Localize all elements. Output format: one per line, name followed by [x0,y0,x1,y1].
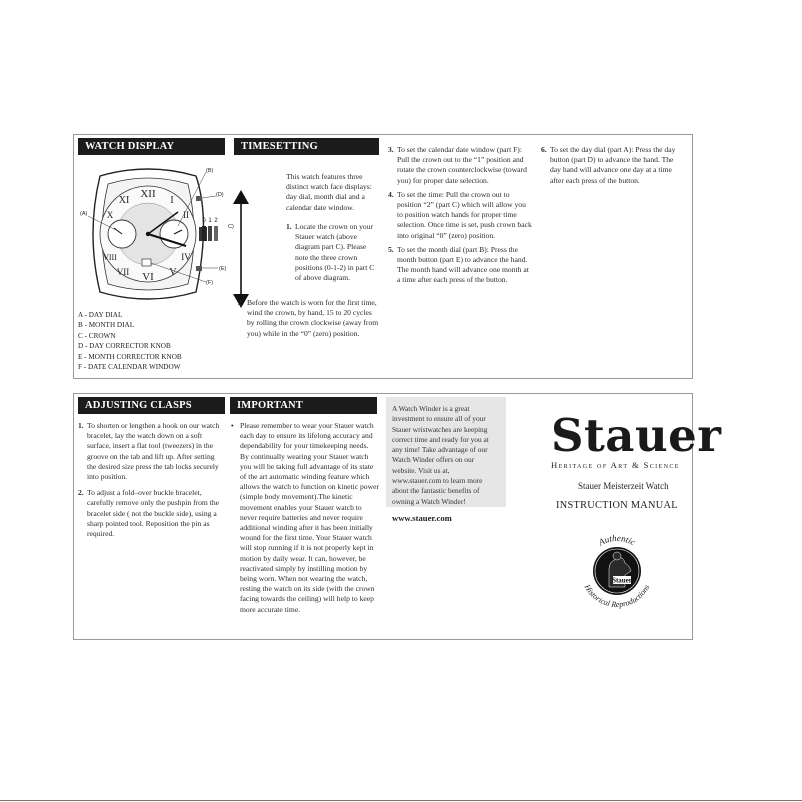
legend-item-e: E - MONTH CORRECTOR KNOB [78,352,182,361]
watch-legend [78,310,182,372]
numeral-iv: IV [181,252,191,262]
double-arrow-up-icon [233,190,249,204]
step-text: To shorten or lengthen a hook on our watch bracelet, lay the watch down on a soft surface, insert a flat tool (tweezers) in the groove on the tab and lift up. After setting the desired size press the tab locks securely into position. [87,421,220,482]
important-text: Please remember to wear your Stauer watch each day to ensure its lifelong accuracy and dependability for your timekeeping needs. By continually wearing your Stauer watch you will be taking full advantage of its state of the art automatic winding feature which allows the watch to function on kinetic power (simple body movement).The kinetic movement enables your Stauer watch to never require batteries and never require additional winding after it has been initially wound for the first time. Your Stauer watch will stop running if it is not properly kept in motion by daily wear. It can, however, be reactivated simply by instilling motion by being worn. When not wearing the watch, resting the watch on its side (with the crown facing towards the ceiling) will help to keep more accurate time. [240,421,379,614]
step-number: 1. [286,222,292,231]
month-corrector-knob [196,266,202,271]
crown-pos-0 [202,226,206,241]
crown-pos-1 [208,226,212,241]
numeral-v: V [169,267,177,278]
label-a: (A) [80,211,88,217]
leader-d [202,196,216,198]
step-text: To adjust a fold–over buckle bracelet, carefully remove only the pushpin from the bracelet side ( not the buckle side), using a sharp pointed tool. Reposition the pin as required. [87,488,220,539]
timesetting-step-1 [286,222,381,287]
winder-url-link[interactable]: www.stauer.com [392,512,452,523]
label-f: (F) [206,280,214,286]
important-header: IMPORTANT [230,397,377,414]
step-number: 6. [541,145,547,154]
label-b: (B) [206,168,214,174]
step-number: 3. [388,145,394,154]
timesetting-intro: This watch features three distinct watch face displays: day dial, month dial and a calendar date window. [286,172,372,212]
numeral-xii: XII [140,188,156,200]
numeral-vi: VI [142,271,154,283]
step-number: 1. [78,421,84,430]
bullet-icon: • [231,421,234,430]
watch-diagram [78,160,278,310]
watch-display-header: WATCH DISPLAY [78,138,225,155]
page-bottom-divider [0,800,802,801]
step-text: Locate the crown on your Stauer watch (above diagram part C). Please note the three crown positions (0-1-2) in part C of above diagram. [295,222,375,283]
watch-winder-box [386,397,506,523]
step-number: 2. [78,488,84,498]
numeral-i: I [170,195,174,206]
date-window [142,259,151,266]
step-number: 2. [238,298,244,307]
stauer-logo: Stauer [551,409,722,462]
timesetting-column-2 [388,145,532,290]
step-text: Before the watch is worn for the first time, wind the crown, by hand, 15 to 20 cycles by rolling the crown clockwise (away from you) while in the “0” (zero) position. [247,298,379,338]
numeral-x: X [106,210,114,220]
authentic-seal [571,525,663,617]
manual-title: INSTRUCTION MANUAL [556,500,678,511]
seal-bottom-text: Historical Reproductions [582,583,652,610]
numeral-xi: XI [118,195,130,206]
center-pin [146,232,150,236]
svg-text:Authentic [596,533,637,548]
adjusting-clasps-list [78,421,224,543]
winder-text: A Watch Winder is a great investment to ensure all of your Stauer wristwatches are keeping correct time and ready for you at any time! Take advantage of our Watch Winder offers on our website. Visit us at, www.stauer.com to learn more about the fantastic benefits of owning a Watch Winder! [392,404,489,506]
legend-item-c: C - CROWN [78,331,116,340]
day-corrector-knob [196,196,202,201]
step-number: 4. [388,189,394,199]
step-text: To set the calendar date window (part F): Pull the crown out to the “1” position and rotate the crown counterclockwise (toward you) for proper date selection. [397,145,527,185]
legend-item-b: B - MONTH DIAL [78,321,135,330]
numeral-ii: II [183,210,189,220]
step-text: To set the month dial (part B): Press the month button (part E) to advance the hand. The month hand will advance one month at a time after each press of the button. [397,244,529,285]
legend-item-d: D - DAY CORRECTOR KNOB [78,342,171,351]
label-e: (E) [219,266,227,272]
step-number: 5. [388,244,394,254]
timesetting-column-3 [541,145,683,190]
crown-pos-label-1: 1 [208,218,212,224]
numeral-viii: VIII [103,253,117,262]
brand-tagline: Heritage of Art & Science [551,460,680,470]
seal-top-text: Authentic [596,532,638,548]
important-text-block [231,421,379,619]
step-text: To set the day dial (part A): Press the day button (part D) to advance the hand. The day hand will advance one day at a time after each press of the button. [550,145,676,185]
numeral-vii: VII [116,267,130,277]
label-c: C) [228,224,234,230]
crown-pos-label-0: 0 [202,218,206,224]
crown-pos-2 [214,226,218,241]
adjusting-clasps-header: ADJUSTING CLASPS [78,397,225,414]
seal-center-text: Stauer [612,576,632,585]
model-name: Stauer Meisterzeit Watch [578,481,669,491]
legend-item-a: A - DAY DIAL [78,311,123,319]
label-d: (D) [216,192,224,198]
timesetting-step-2 [238,298,380,343]
timesetting-header: TIMESETTING [234,138,379,155]
step-text: To set the time: Pull the crown out to position “2” (part C) which will allow you to position watch hands for proper time selection. Once time is set, push crown back into original “0” (zero) position. [397,189,532,240]
legend-item-f: F - DATE CALENDAR WINDOW [78,363,181,372]
crown-pos-label-2: 2 [214,218,218,224]
